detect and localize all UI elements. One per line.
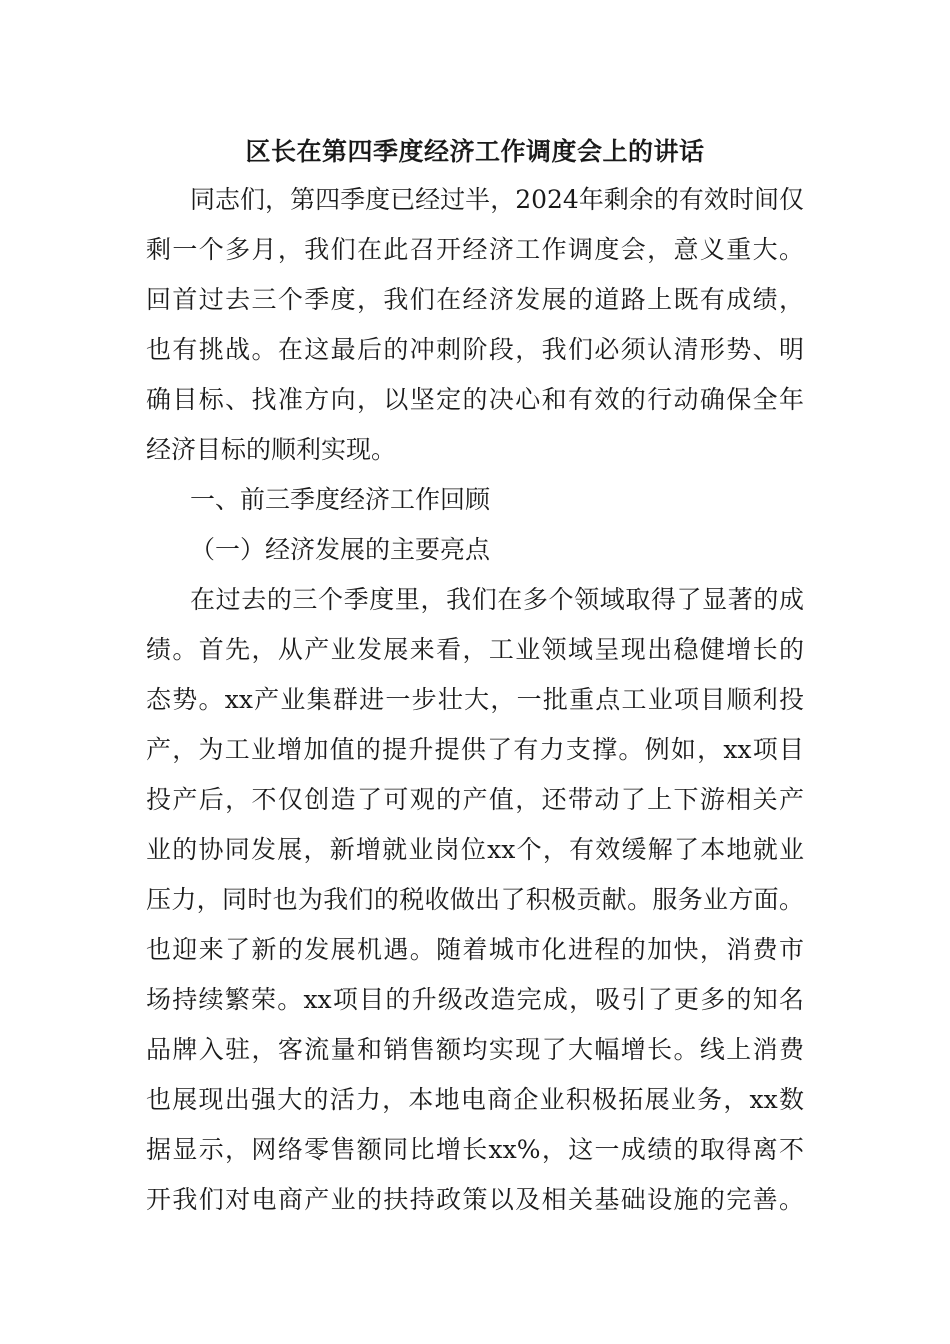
- paragraph-line: 经济目标的顺利实现。: [146, 435, 397, 464]
- paragraph-line: 投产后，不仅创造了可观的产值，还带动了上下游相关产: [146, 785, 804, 814]
- paragraph-line: 确目标、找准方向，以坚定的决心和有效的行动确保全年: [146, 385, 804, 414]
- paragraph-line: 压力，同时也为我们的税收做出了积极贡献。服务业方面。: [146, 885, 804, 914]
- paragraph-line: 场持续繁荣。xx项目的升级改造完成，吸引了更多的知名: [146, 985, 804, 1014]
- section-heading: 一、前三季度经济工作回顾: [190, 485, 491, 514]
- document-title: 区长在第四季度经济工作调度会上的讲话: [245, 137, 705, 166]
- paragraph-line: 品牌入驻，客流量和销售额均实现了大幅增长。线上消费: [146, 1035, 804, 1064]
- paragraph-line: 也展现出强大的活力，本地电商企业积极拓展业务，xx数: [146, 1085, 804, 1114]
- paragraph-line: 据显示，网络零售额同比增长xx%，这一成绩的取得离不: [146, 1135, 804, 1164]
- paragraph-line: 同志们，第四季度已经过半，2024年剩余的有效时间仅: [190, 185, 804, 214]
- paragraph-line: 也有挑战。在这最后的冲刺阶段，我们必须认清形势、明: [146, 335, 804, 364]
- paragraph-line: 在过去的三个季度里，我们在多个领域取得了显著的成: [190, 585, 804, 614]
- paragraph-line: 绩。首先，从产业发展来看，工业领域呈现出稳健增长的: [146, 635, 804, 664]
- subsection-heading: （一）经济发展的主要亮点: [190, 535, 491, 564]
- paragraph-line: 回首过去三个季度，我们在经济发展的道路上既有成绩，: [146, 285, 804, 314]
- paragraph-line: 产，为工业增加值的提升提供了有力支撑。例如，xx项目: [146, 735, 804, 764]
- paragraph-line: 剩一个多月，我们在此召开经济工作调度会，意义重大。: [146, 235, 804, 264]
- paragraph-line: 也迎来了新的发展机遇。随着城市化进程的加快，消费市: [146, 935, 804, 964]
- paragraph-line: 开我们对电商产业的扶持政策以及相关基础设施的完善。: [146, 1185, 804, 1214]
- paragraph-line: 态势。xx产业集群进一步壮大，一批重点工业项目顺利投: [146, 685, 804, 714]
- paragraph-line: 业的协同发展，新增就业岗位xx个，有效缓解了本地就业: [146, 835, 804, 864]
